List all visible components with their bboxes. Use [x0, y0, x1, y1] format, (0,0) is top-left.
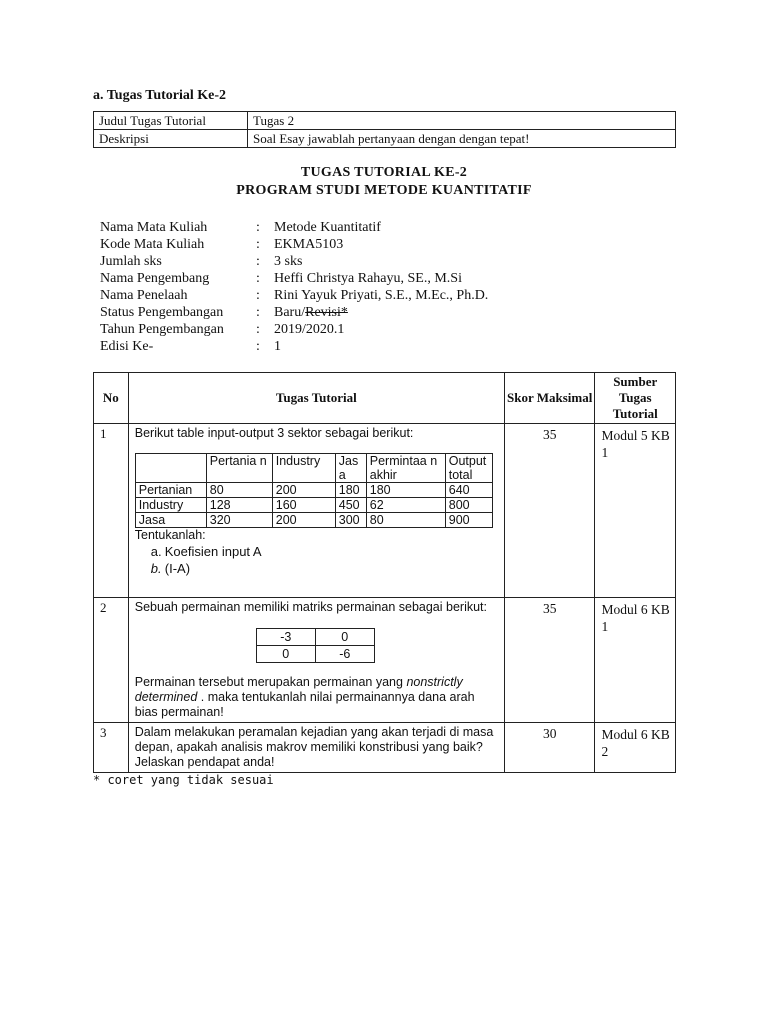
task-row: [94, 723, 676, 773]
io-cell: 80: [206, 483, 272, 498]
status-struck: Revisi*: [305, 305, 348, 320]
task-number: 2: [94, 598, 129, 723]
question-text-end: . maka tentukanlah nilai permainannya dana arah bias permainan!: [134, 690, 475, 719]
task-score: 35: [504, 598, 595, 723]
io-cell: 450: [335, 498, 366, 513]
header-skor: Skor Maksimal: [504, 373, 595, 424]
meta-colon: :: [256, 322, 260, 337]
meta-colon: :: [256, 254, 260, 269]
meta-label: Jumlah sks: [100, 254, 162, 269]
task-number: 1: [94, 424, 129, 598]
io-cell: Pertanian: [135, 483, 206, 498]
meta-value: Metode Kuantitatif: [274, 220, 381, 235]
sub-question: [151, 543, 498, 560]
meta-value: 2019/2020.1: [274, 322, 345, 337]
io-cell: 180: [366, 483, 445, 498]
task-score: 30: [504, 723, 595, 773]
task-row: [94, 598, 676, 723]
meta-label: Kode Mata Kuliah: [100, 237, 205, 252]
meta-colon: :: [256, 220, 260, 235]
task-instruction: Tentukanlah:: [134, 528, 206, 542]
io-cell: 180: [335, 483, 366, 498]
task-intro: Berikut table input-output 3 sektor sebagai berikut:: [134, 426, 414, 440]
io-cell: 640: [445, 483, 492, 498]
task-intro: Sebuah permainan memiliki matriks permainan sebagai berikut:: [134, 600, 488, 614]
io-header-cell: Pertania n: [206, 454, 272, 483]
task-content: [128, 424, 504, 598]
matrix-row: [256, 629, 374, 646]
info-value: Tugas 2: [248, 112, 676, 130]
io-cell: 80: [366, 513, 445, 528]
meta-value: EKMA5103: [274, 237, 344, 252]
meta-label: Status Pengembangan: [100, 305, 224, 320]
io-cell: 200: [272, 513, 335, 528]
io-cell: 200: [272, 483, 335, 498]
sub-question-text: (I-A): [164, 561, 191, 576]
status-current: Baru/: [274, 305, 306, 320]
io-header-cell: Output total: [445, 454, 492, 483]
task-number: 3: [94, 723, 129, 773]
io-row: [135, 513, 492, 528]
info-row: [94, 112, 676, 130]
question-italic: nonstrictly determined: [134, 675, 463, 704]
task-source: Modul 5 KB 1: [595, 424, 676, 598]
meta-label: Nama Penelaah: [100, 288, 188, 303]
io-cell: 62: [366, 498, 445, 513]
info-row: [94, 130, 676, 148]
meta-label: Nama Mata Kuliah: [100, 220, 208, 235]
game-matrix: [256, 628, 375, 663]
io-header-row: [135, 454, 492, 483]
io-cell: 800: [445, 498, 492, 513]
meta-colon: :: [256, 339, 260, 354]
question-text: Permainan tersebut merupakan permainan yang: [134, 675, 407, 689]
sub-question-label: b.: [150, 561, 162, 576]
io-cell: 300: [335, 513, 366, 528]
header-no: No: [94, 373, 129, 424]
io-cell: 900: [445, 513, 492, 528]
task-source: Modul 6 KB 1: [595, 598, 676, 723]
io-cell: Industry: [135, 498, 206, 513]
info-table: [93, 111, 676, 148]
matrix-cell: -3: [256, 629, 315, 646]
tasks-header-row: [94, 373, 676, 424]
io-cell: 320: [206, 513, 272, 528]
document-title: TUGAS TUTORIAL KE-2: [300, 165, 468, 180]
footnote: * coret yang tidak sesuai: [93, 773, 274, 787]
meta-colon: :: [256, 305, 260, 320]
task-content: Dalam melakukan peramalan kejadian yang akan terjadi di masa depan, apakah analisis makrov memiliki konstribusi yang baik? Jelaskan pendapat anda!: [128, 723, 504, 773]
info-label: Deskripsi: [94, 130, 248, 148]
task-content: [128, 598, 504, 723]
io-header-cell: Permintaa n akhir: [366, 454, 445, 483]
task-row: [94, 424, 676, 598]
meta-value: 3 sks: [274, 254, 303, 269]
io-row: [135, 498, 492, 513]
io-header-cell: Industry: [272, 454, 335, 483]
meta-label: Nama Pengembang: [100, 271, 210, 286]
sub-question-list: [135, 543, 498, 577]
sub-question-text: Koefisien input A: [164, 544, 262, 559]
io-header-cell: [135, 454, 206, 483]
matrix-cell: 0: [315, 629, 374, 646]
task-source: Modul 6 KB 2: [595, 723, 676, 773]
meta-value: [274, 304, 348, 321]
tasks-table: [93, 372, 676, 773]
matrix-cell: -6: [315, 646, 374, 663]
meta-value: Rini Yayuk Priyati, S.E., M.Ec., Ph.D.: [274, 288, 489, 303]
meta-value: 1: [274, 339, 281, 354]
matrix-cell: 0: [256, 646, 315, 663]
header-task: Tugas Tutorial: [128, 373, 504, 424]
meta-colon: :: [256, 288, 260, 303]
info-label: Judul Tugas Tutorial: [94, 112, 248, 130]
meta-value: Heffi Christya Rahayu, SE., M.Si: [274, 271, 462, 286]
header-source: Sumber Tugas Tutorial: [595, 373, 676, 424]
meta-label: Tahun Pengembangan: [100, 322, 224, 337]
meta-label: Edisi Ke-: [100, 339, 154, 354]
sub-question: [151, 560, 498, 577]
task-question: [135, 675, 498, 720]
meta-colon: :: [256, 237, 260, 252]
task-score: 35: [504, 424, 595, 598]
io-table: [135, 453, 493, 528]
io-cell: Jasa: [135, 513, 206, 528]
matrix-row: [256, 646, 374, 663]
document-subtitle: PROGRAM STUDI METODE KUANTITATIF: [236, 183, 532, 198]
io-header-cell: Jas a: [335, 454, 366, 483]
section-heading: a. Tugas Tutorial Ke-2: [93, 88, 227, 103]
sub-question-label: a.: [150, 544, 162, 559]
io-cell: 128: [206, 498, 272, 513]
meta-colon: :: [256, 271, 260, 286]
io-row: [135, 483, 492, 498]
io-cell: 160: [272, 498, 335, 513]
info-value: Soal Esay jawablah pertanyaan dengan dengan tepat!: [248, 130, 676, 148]
